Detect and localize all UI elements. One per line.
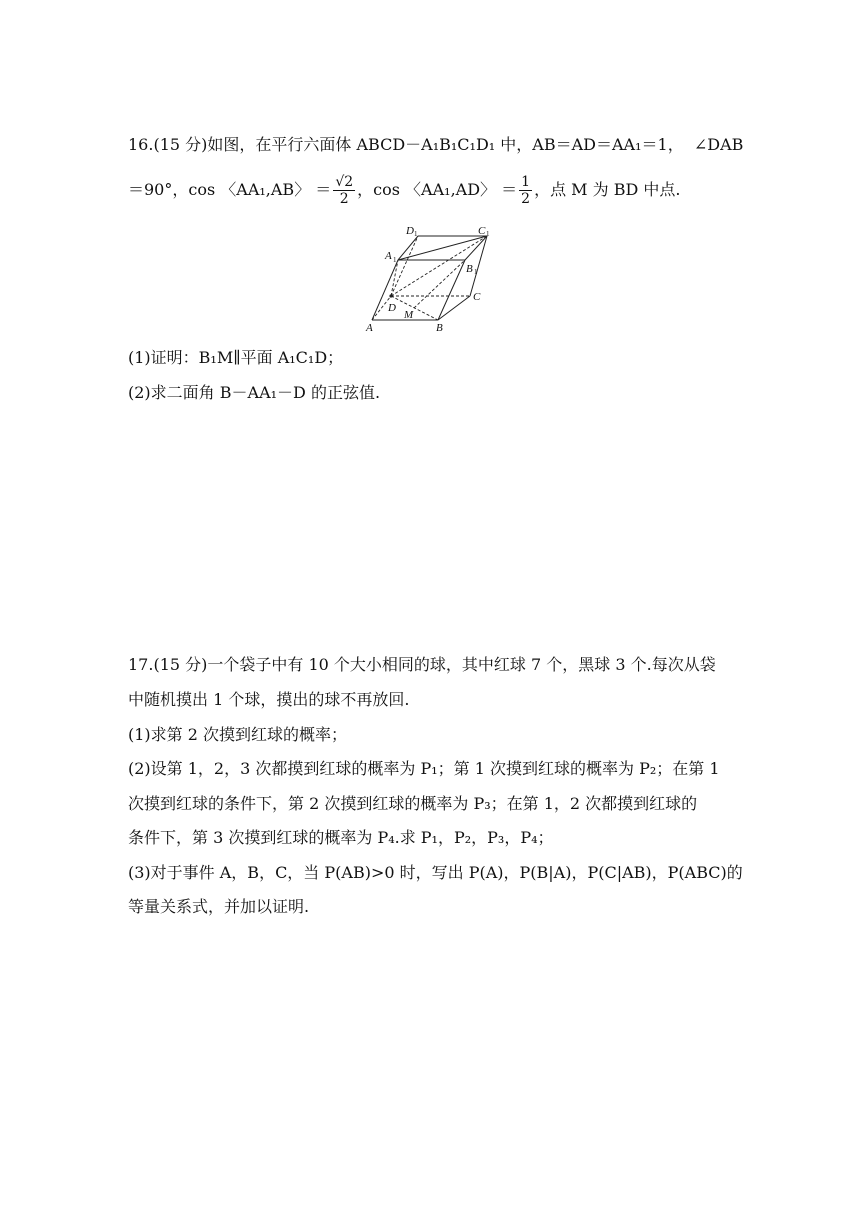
label-a: A <box>366 322 373 334</box>
q16-cos2-args: 〈AA₁,AD〉 <box>405 180 497 199</box>
q16-eq-1: ＝ <box>315 180 332 199</box>
label-b1: B <box>466 263 473 275</box>
q16-cos1-denominator: 2 <box>339 191 349 207</box>
parallelepiped-figure <box>360 222 490 334</box>
q17-part-2-line-2: 次摸到红球的条件下，第 2 次摸到红球的概率为 P₃；在第 1，2 次都摸到红球的 <box>128 794 698 813</box>
q16-in: 中， <box>495 135 533 154</box>
label-c1: C <box>478 225 486 237</box>
label-d1: D <box>406 225 414 237</box>
q16-intro: 16.(15 分)如图，在平行六面体 <box>128 135 357 154</box>
point-d <box>389 294 392 297</box>
edge-a1d1 <box>398 236 418 260</box>
q17-part-2-line-1: (2)设第 1，2，3 次都摸到红球的概率为 P₁；第 1 次摸到红球的概率为 P₂；在第 1 <box>128 759 720 778</box>
q16-sep: ，cos <box>357 180 400 199</box>
diag-a1c1 <box>398 236 487 260</box>
q17-part-3-line-2: 等量关系式，并加以证明. <box>128 897 310 916</box>
label-m: M <box>404 309 414 321</box>
segment-da1 <box>391 260 398 296</box>
q16-part-1: (1)证明：B₁M∥平面 A₁C₁D； <box>128 348 344 367</box>
q16-cos2-numerator: 1 <box>521 174 531 190</box>
q16-cos2-fraction <box>519 174 532 207</box>
label-d: D <box>388 302 396 314</box>
q17-part-1: (1)求第 2 次摸到红球的概率； <box>128 725 348 744</box>
q16-angle: ∠DAB <box>693 135 744 154</box>
q16-cos2-denominator: 2 <box>521 191 531 207</box>
q16-cos1-fraction <box>333 174 355 207</box>
label-b: B <box>436 322 443 334</box>
q17-line-2: 中随机摸出 1 个球，摸出的球不再放回. <box>128 690 410 709</box>
q16-solid-name: ABCD－A₁B₁C₁D₁ <box>356 135 496 154</box>
q16-line2-start: ＝90°，cos <box>128 180 216 199</box>
edge-bb1 <box>438 260 465 320</box>
edge-bc <box>438 296 470 320</box>
label-d1-sub: 1 <box>414 230 418 238</box>
q17-part-3-line-1: (3)对于事件 A，B，C，当 P(AB)>0 时，写出 P(A)，P(B|A)，P(C|AB)，P(ABC)的 <box>128 863 743 882</box>
label-c1-sub: 1 <box>486 230 490 238</box>
q17-line-1: 17.(15 分)一个袋子中有 10 个大小相同的球，其中红球 7 个，黑球 3 个.每次从袋 <box>128 655 716 674</box>
q16-line-2 <box>128 174 680 207</box>
q16-line2-end: ，点 M 为 BD 中点. <box>534 180 681 199</box>
q17-part-2-line-3: 条件下，第 3 次摸到红球的概率为 P₄.求 P₁，P₂，P₃，P₄； <box>128 828 554 847</box>
segment-mb1 <box>414 260 465 308</box>
q16-given-equalities: AB＝AD＝AA₁＝1， <box>532 135 684 154</box>
q16-line-1 <box>128 134 743 156</box>
q16-cos1-args: 〈AA₁,AB〉 <box>220 180 311 199</box>
label-b1-sub: 1 <box>474 268 478 276</box>
q16-eq-2: ＝ <box>501 180 518 199</box>
q16-part-2: (2)求二面角 B－AA₁－D 的正弦值. <box>128 383 381 402</box>
label-a1-sub: 1 <box>393 256 397 264</box>
label-a1: A <box>385 250 392 262</box>
q16-cos1-numerator: √2 <box>335 174 354 190</box>
label-c: C <box>473 291 481 303</box>
